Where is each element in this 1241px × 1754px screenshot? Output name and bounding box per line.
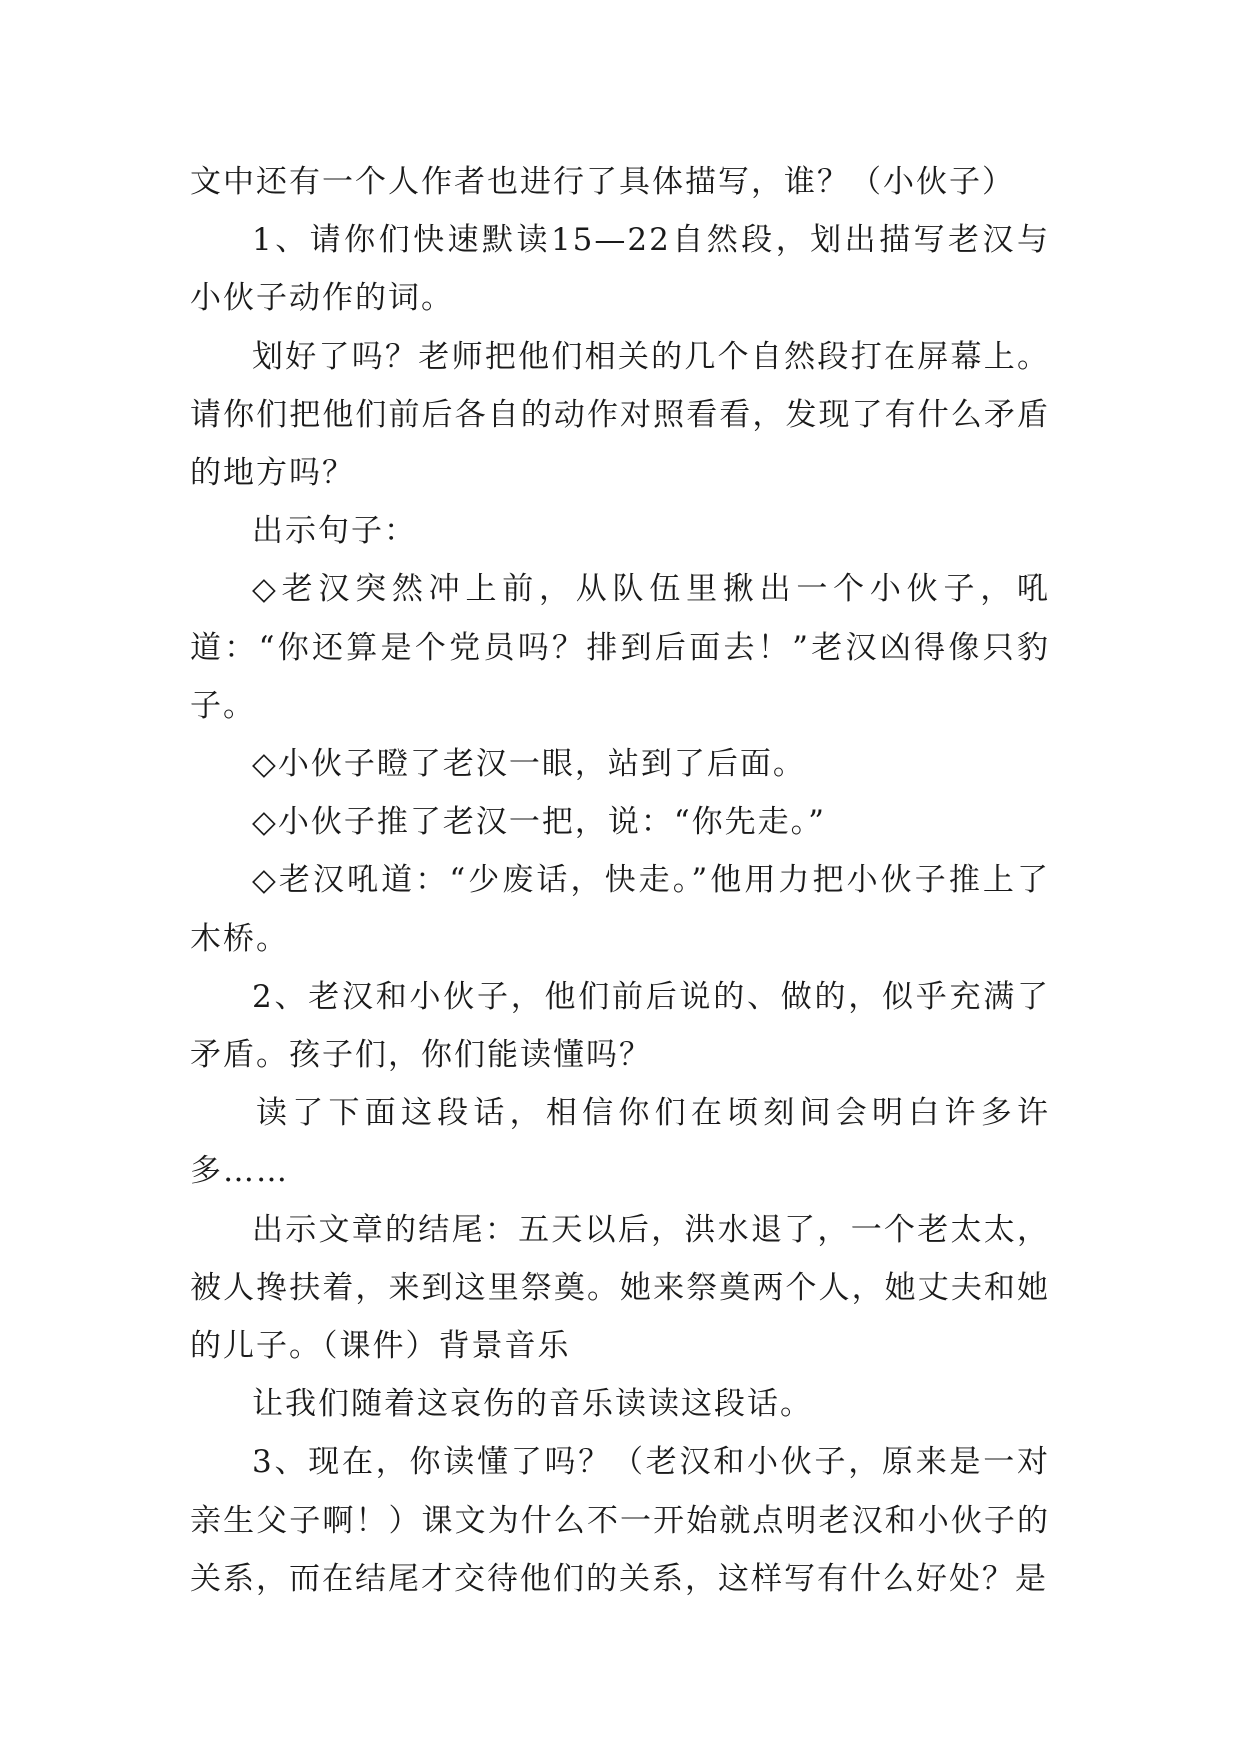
paragraph-12: 让我们随着这哀伤的音乐读读这段话。 [252, 1386, 813, 1423]
paragraph-1: 文中还有一个人作者也进行了具体描写，谁？（小伙子） [190, 164, 1015, 200]
paragraph-5: ◇老汉突然冲上前，从队伍里揪出一个小伙子，吼道：“你还算是个党员吗？排到后面去！”老汉凶得像只豹子。 [190, 571, 1050, 724]
document-body [190, 153, 1050, 1608]
paragraph-11: 出示文章的结尾：五天以后，洪水退了，一个老太太，被人搀扶着，来到这里祭奠。她来祭奠两个人，她丈夫和她的儿子。（课件）背景音乐 [190, 1211, 1050, 1365]
paragraph-10: 读了下面这段话，相信你们在顷刻间会明白许多许多…… [190, 1095, 1050, 1190]
paragraph-8: ◇老汉吼道：“少废话，快走。”他用力把小伙子推上了木桥。 [190, 862, 1050, 957]
paragraph-4: 出示句子： [252, 513, 417, 550]
paragraph-3: 划好了吗？老师把他们相关的几个自然段打在屏幕上。请你们把他们前后各自的动作对照看看，发现了有什么矛盾的地方吗？ [190, 338, 1050, 492]
paragraph-13: 3、现在，你读懂了吗？（老汉和小伙子，原来是一对亲生父子啊！）课文为什么不一开始就点明老汉和小伙子的关系，而在结尾才交待他们的关系，这样写有什么好处？是 [190, 1444, 1050, 1597]
paragraph-6: ◇小伙子瞪了老汉一眼，站到了后面。 [252, 746, 806, 783]
paragraph-7: ◇小伙子推了老汉一把，说：“你先走。” [252, 804, 827, 841]
paragraph-9: 2、老汉和小伙子，他们前后说的、做的，似乎充满了矛盾。孩子们，你们能读懂吗？ [190, 978, 1050, 1074]
paragraph-2: 1、请你们快速默读15—22自然段，划出描写老汉与小伙子动作的词。 [190, 222, 1050, 317]
